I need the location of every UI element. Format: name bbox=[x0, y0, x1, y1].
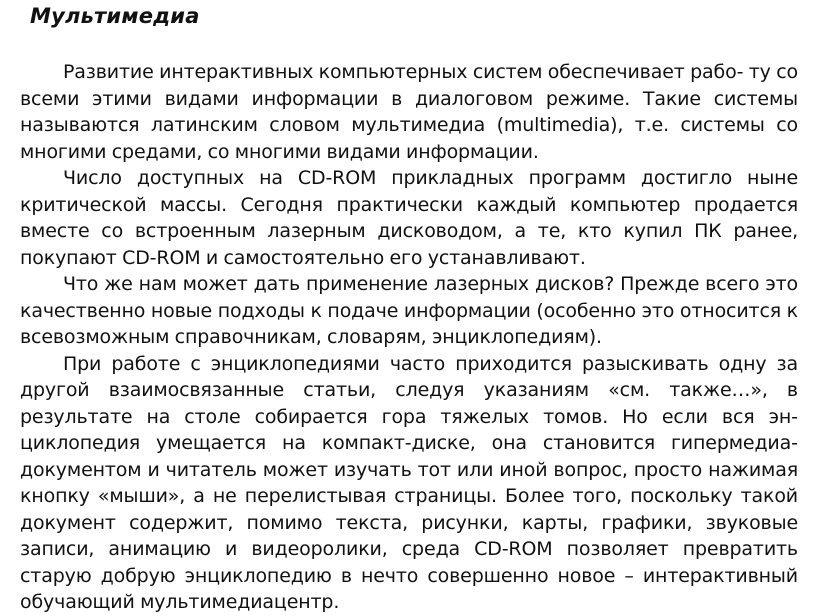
document-body bbox=[20, 59, 798, 616]
paragraph-4: При работе с энциклопедиями часто приходится разыскивать одну за другой взаимосвязанные статьи, следуя указаниям «см. также…», в результате на столе собирается гора тяжелых томов. Но если вся энциклопедия умещается на компакт-диске, она становится гипермедиадокументом и читатель может изучать тот или иной вопрос, просто нажимая кнопку «мыши», а не перелистывая страницы. Более того, поскольку такой документ содержит, помимо текста, рисунки, карты, графики, звуковые записи, анимацию и видеоролики, среда CD-ROM позволяет превратить старую добрую энциклопедию в нечто совершенно новое – интерактивный обучающий мультимедиацентр. bbox=[20, 352, 798, 613]
paragraph-2: Число доступных на CD-ROM прикладных программ достигло ныне критической массы. Сегодня практически каждый компьютер продается вместе со встроенным лазерным дисководом, а те, кто купил ПК ранее, покупают CD-ROM и самостоятельно его устанавливают. bbox=[20, 167, 798, 269]
paragraph-3: Что же нам может дать применение лазерных дисков? Прежде всего это качественно новые подходы к подаче информации (особенно это относится к всевозможным справочникам, словарям, энциклопедиям). bbox=[20, 273, 798, 348]
paragraph-1: Развитие интерактивных компьютерных систем обеспечивает рабо- ту со всеми этими видами информации в диалоговом режиме. Такие системы называются латинским словом мультимедиа (multimedia), т.е. системы со многими средами, со многими видами информации. bbox=[20, 61, 798, 163]
document-title: Мультимедиа bbox=[30, 4, 200, 28]
